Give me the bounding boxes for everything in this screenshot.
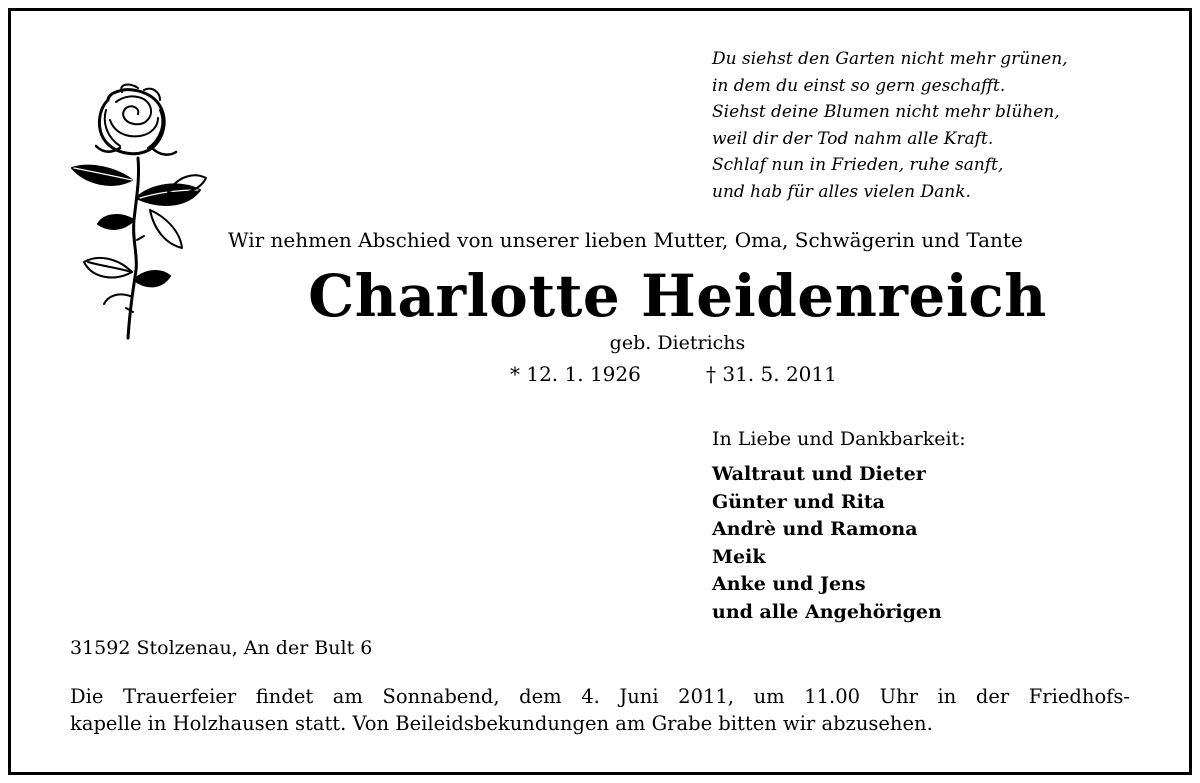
notice-line: Die Trauerfeier findet am Sonnabend, dem 4. Juni 2011, um 11.00 Uhr in der Friedhofs-: [70, 685, 1130, 708]
poem-line: Schlaf nun in Frieden, ruhe sanft,: [712, 155, 1004, 175]
family-member: Meik: [712, 545, 766, 568]
poem-line: in dem du einst so gern geschafft.: [712, 75, 1006, 96]
family-member: Anke und Jens: [712, 573, 866, 595]
family-member: Andrè und Ramona: [712, 518, 918, 540]
birth-name: geb. Dietrichs: [609, 332, 746, 354]
funeral-notice: [70, 683, 1130, 737]
family-member: Waltraut und Dieter: [712, 463, 926, 485]
poem-line: Du siehst den Garten nicht mehr grünen,: [712, 49, 1068, 69]
intro-text: Wir nehmen Abschied von unserer lieben Mutter, Oma, Schwägerin und Tante: [228, 228, 1023, 252]
poem-line: und hab für alles vielen Dank.: [712, 181, 971, 202]
address: 31592 Stolzenau, An der Bult 6: [70, 637, 373, 659]
deceased-name: Charlotte Heidenreich: [308, 262, 1047, 330]
notice-line: kapelle in Holzhausen statt. Von Beileidsbekundungen am Grabe bitten wir abzusehen.: [70, 712, 933, 735]
family-list: [712, 461, 942, 626]
poem: [712, 46, 1152, 205]
poem-line: weil dir der Tod nahm alle Kraft.: [712, 128, 994, 149]
thanks-line: In Liebe und Dankbarkeit:: [712, 428, 966, 450]
family-member: Günter und Rita: [712, 490, 885, 513]
birth-date: * 12. 1. 1926: [510, 362, 641, 386]
family-member: und alle Angehörigen: [712, 600, 942, 623]
death-date: † 31. 5. 2011: [706, 362, 837, 386]
poem-line: Siehst deine Blumen nicht mehr blühen,: [712, 102, 1060, 122]
